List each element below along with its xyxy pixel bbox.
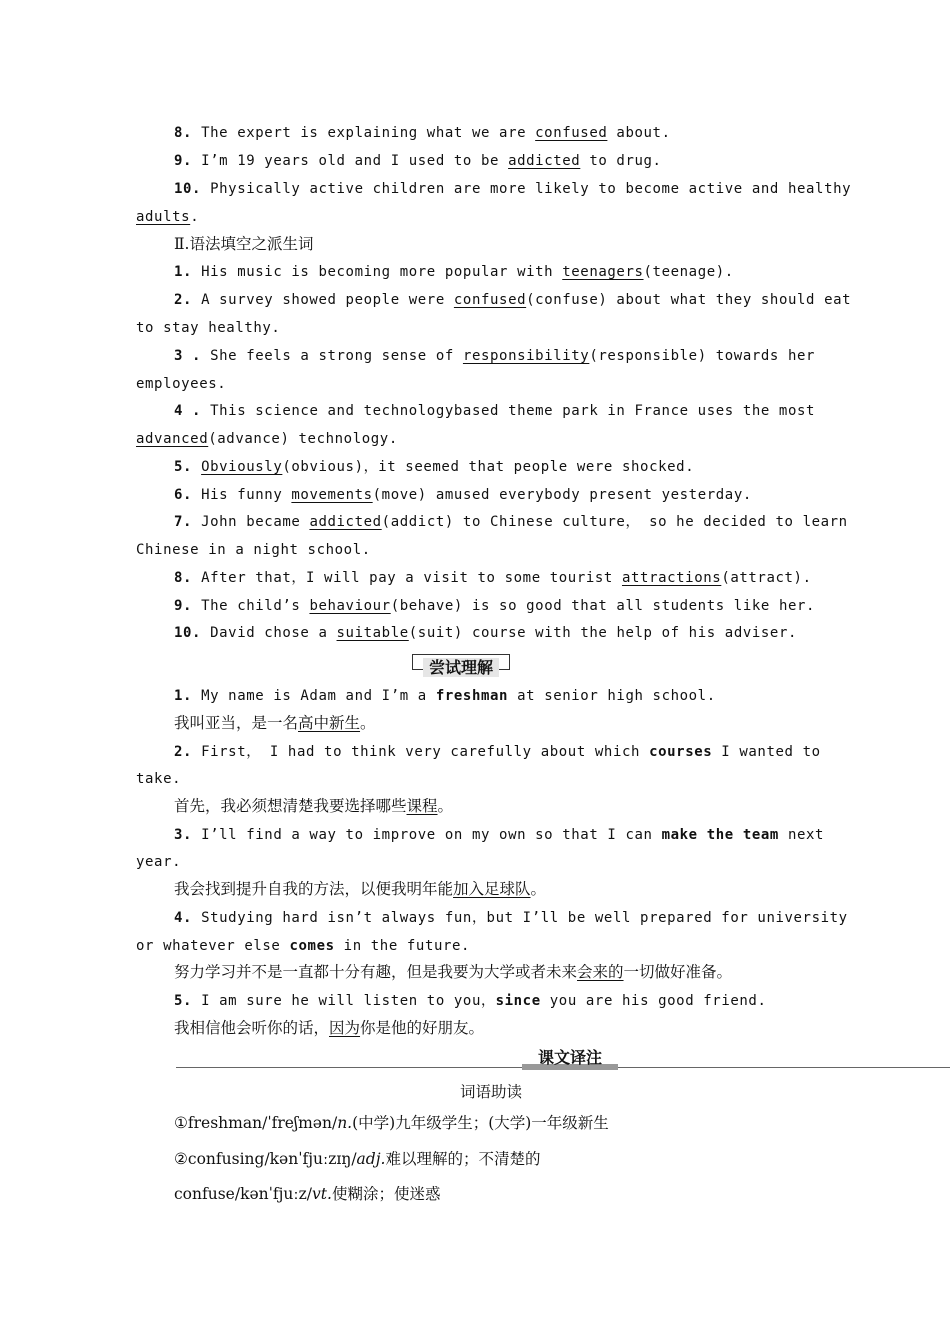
vocab-item-10: 10. Physically active children are more likely to become active and healthy: [174, 181, 852, 197]
try-item-4: 4. Studying hard isn’t always fun，but I’ll be well prepared for university: [174, 910, 848, 926]
answer: advanced: [136, 431, 209, 447]
section-heading-notes: 课文译注: [537, 1048, 602, 1067]
vocab-entry-confuse: confuse/kənˈfjuːz/vt.使糊涂；使迷惑: [174, 1185, 441, 1203]
part2-item-5: 5. Obviously(obvious)，it seemed that people were shocked.: [174, 459, 695, 475]
answer: Obviously: [201, 459, 283, 475]
part2-item-6: 6. His funny movements(move) amused everybody present yesterday.: [174, 487, 752, 503]
answer: attractions: [621, 570, 722, 586]
key-phrase: freshman: [435, 688, 509, 704]
try-item-2-cont: take.: [136, 771, 182, 787]
part2-item-8: 8. After that，I will pay a visit to some tourist attractions(attract).: [174, 570, 812, 586]
answer: addicted: [508, 153, 581, 169]
try-item-2: 2. First， I had to think very carefully about which courses I wanted to: [174, 744, 821, 760]
answer: confused: [453, 292, 527, 308]
part2-item-7-cont: Chinese in a night school.: [136, 542, 371, 558]
try-item-2-translation: 首先，我必须想清楚我要选择哪些课程。: [174, 797, 454, 815]
try-item-1-translation: 我叫亚当，是一名高中新生。: [174, 714, 376, 732]
part2-item-10: 10. David chose a suitable(suit) course with the help of his adviser.: [174, 625, 798, 641]
section-heading-try: [412, 654, 510, 677]
answer: teenagers: [562, 264, 644, 280]
part2-item-2: 2. A survey showed people were confused(confuse) about what they should eat: [174, 292, 852, 308]
key-phrase: since: [495, 993, 541, 1009]
try-item-1: 1. My name is Adam and I’m a freshman at senior high school.: [174, 688, 716, 704]
answer: confused: [535, 125, 608, 141]
vocab-item-8: 8. The expert is explaining what we are confused about.: [174, 125, 671, 141]
try-item-3-translation: 我会找到提升自我的方法，以便我明年能加入足球队。: [174, 880, 547, 898]
part2-item-4-cont: advanced(advance) technology.: [136, 431, 398, 447]
try-item-5: 5. I am sure he will listen to you，since you are his good friend.: [174, 993, 767, 1009]
answer: responsibility: [462, 348, 590, 364]
key-phrase: make the team: [661, 827, 779, 843]
try-item-4-cont: or whatever else comes in the future.: [136, 938, 471, 954]
part2-item-3-cont: employees.: [136, 376, 227, 392]
part2-item-1: 1. His music is becoming more popular with teenagers(teenage).: [174, 264, 734, 280]
vocab-item-10-cont: adults.: [136, 209, 200, 225]
answer: movements: [291, 487, 373, 503]
vocab-entry-confusing: ②confusing/kənˈfjuːzɪŋ/adj.难以理解的；不清楚的: [174, 1150, 541, 1168]
vocab-entry-freshman: ①freshman/ˈfreʃmən/n.(中学)九年级学生；(大学)一年级新生: [174, 1114, 609, 1132]
answer: addicted: [309, 514, 382, 530]
key-phrase: courses: [649, 744, 713, 760]
part2-heading: Ⅱ.语法填空之派生词: [174, 235, 314, 253]
vocab-item-9: 9. I’m 19 years old and I used to be addicted to drug.: [174, 153, 662, 169]
try-item-4-translation: 努力学习并不是一直都十分有趣，但是我要为大学或者未来会来的一切做好准备。: [174, 963, 733, 981]
heading-frame: 尝试理解: [412, 654, 510, 670]
notes-subheading: 词语助读: [460, 1083, 523, 1101]
try-item-3: 3. I’ll find a way to improve on my own so that I can make the team next: [174, 827, 825, 843]
part2-item-9: 9. The child’s behaviour(behave) is so good that all students like her.: [174, 598, 816, 614]
part2-item-7: 7. John became addicted(addict) to Chinese culture， so he decided to learn: [174, 514, 848, 530]
part2-item-4: 4 . This science and technologybased theme park in France uses the most: [174, 403, 816, 419]
try-item-3-cont: year.: [136, 854, 182, 870]
answer: suitable: [336, 625, 409, 641]
answer: behaviour: [309, 598, 391, 614]
try-item-5-translation: 我相信他会听你的话，因为你是他的好朋友。: [174, 1019, 485, 1037]
part2-item-2-cont: to stay healthy.: [136, 320, 281, 336]
answer: adults: [136, 209, 191, 225]
key-phrase: comes: [289, 938, 335, 954]
part2-item-3: 3 . She feels a strong sense of responsibility(responsible) towards her: [174, 348, 816, 364]
